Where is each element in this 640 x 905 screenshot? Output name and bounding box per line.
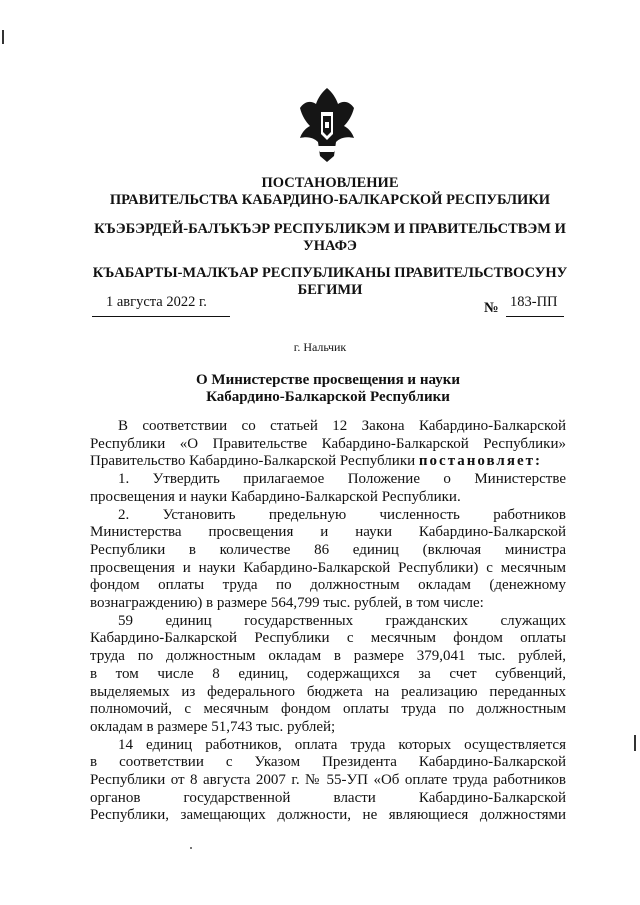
title-line2: Кабардино-Балкарской Республики [206,389,450,405]
decree-type: ПОСТАНОВЛЕНИЕ [261,175,399,191]
number-underline [506,316,564,317]
kabardian-heading-line2: УНАФЭ [303,238,357,254]
kabardian-heading [70,221,590,255]
body-line: труда по должностным окладам в размере 379,041 тыс. рублей, [90,648,566,665]
body-line: в том числе 8 единиц, содержащихся за счет субвенций, [90,665,566,682]
body-line: полномочий, с месячным фондом оплаты труда по должностным [90,701,566,718]
decree-date [92,294,230,317]
decree-keyword: постановляет: [418,453,542,470]
balkar-heading-line1: КЪАБАРТЫ-МАЛКЪАР РЕСПУБЛИКАНЫ ПРАВИТЕЛЬСТВОСУНУ [92,265,568,281]
number-sign: № [484,300,499,316]
body-line: В соответствии со статьей 12 Закона Кабардино-Балкарской [118,418,566,434]
scan-speck [190,847,192,849]
city-name: г. Нальчик [293,340,347,354]
body-line: 14 единиц работников, оплата труда которых осуществляется [118,736,566,753]
body-line: выделяемых из федерального бюджета на реализацию переданных [90,683,566,700]
body-line: в соответствии с Указом Президента Кабардино-Балкарской [90,754,566,771]
decree-heading [70,175,590,209]
body-line: окладам в размере 51,743 тыс. рублей; [90,718,336,735]
body-line: фондом оплаты труда по должностным окладам (денежному [90,577,566,594]
body-line: вознаграждению) в размере 564,799 тыс. рублей, в том числе: [90,595,484,612]
body-line: Республики, замещающих должности, не являющиеся должностями [90,807,566,824]
body-line: 2. Установить предельную численность работников [118,506,566,523]
date-underline [92,316,230,317]
body-line [90,453,566,471]
body-line: 59 единиц государственных гражданских служащих [118,612,566,629]
body-line: Кабардино-Балкарской Республики с месячным фондом оплаты [90,630,566,647]
decree-number-value: 183-ПП [510,294,558,310]
coat-of-arms-emblem [294,82,360,164]
body-line: Республики от 8 августа 2007 г. № 55-УП «Об оплате труда работников [90,772,566,789]
body-text-span: Правительство Кабардино-Балкарской Республики [90,453,419,470]
scan-edge-mark [2,30,4,44]
body-line: 1. Утвердить прилагаемое Положение о Министерстве [118,471,566,488]
decree-date-value: 1 августа 2022 г. [106,294,207,310]
scan-edge-mark [634,735,636,751]
decree-body [90,418,566,825]
decree-title [90,372,566,406]
body-line: просвещения и науки Кабардино-Балкарской Республики) с месячным [90,559,566,576]
title-line1: О Министерстве просвещения и науки [196,372,460,388]
body-line: Республики в количестве 86 единиц (включая министра [90,541,566,558]
body-line: органов государственной власти Кабардино-Балкарской [90,789,566,806]
government-name: ПРАВИТЕЛЬСТВА КАБАРДИНО-БАЛКАРСКОЙ РЕСПУБЛИКИ [109,192,551,208]
body-line: Министерства просвещения и науки Кабардино-Балкарской [90,524,566,541]
body-line: просвещения и науки Кабардино-Балкарской Республики. [90,488,461,505]
body-line: Республики «О Правительстве Кабардино-Балкарской Республики» [90,435,566,452]
kabardian-heading-line1: КЪЭБЭРДЕЙ-БАЛЪКЪЭР РЕСПУБЛИКЭМ И ПРАВИТЕЛЬСТВЭМ И [94,221,566,237]
balkar-heading-line2: БЕГИМИ [297,282,363,298]
